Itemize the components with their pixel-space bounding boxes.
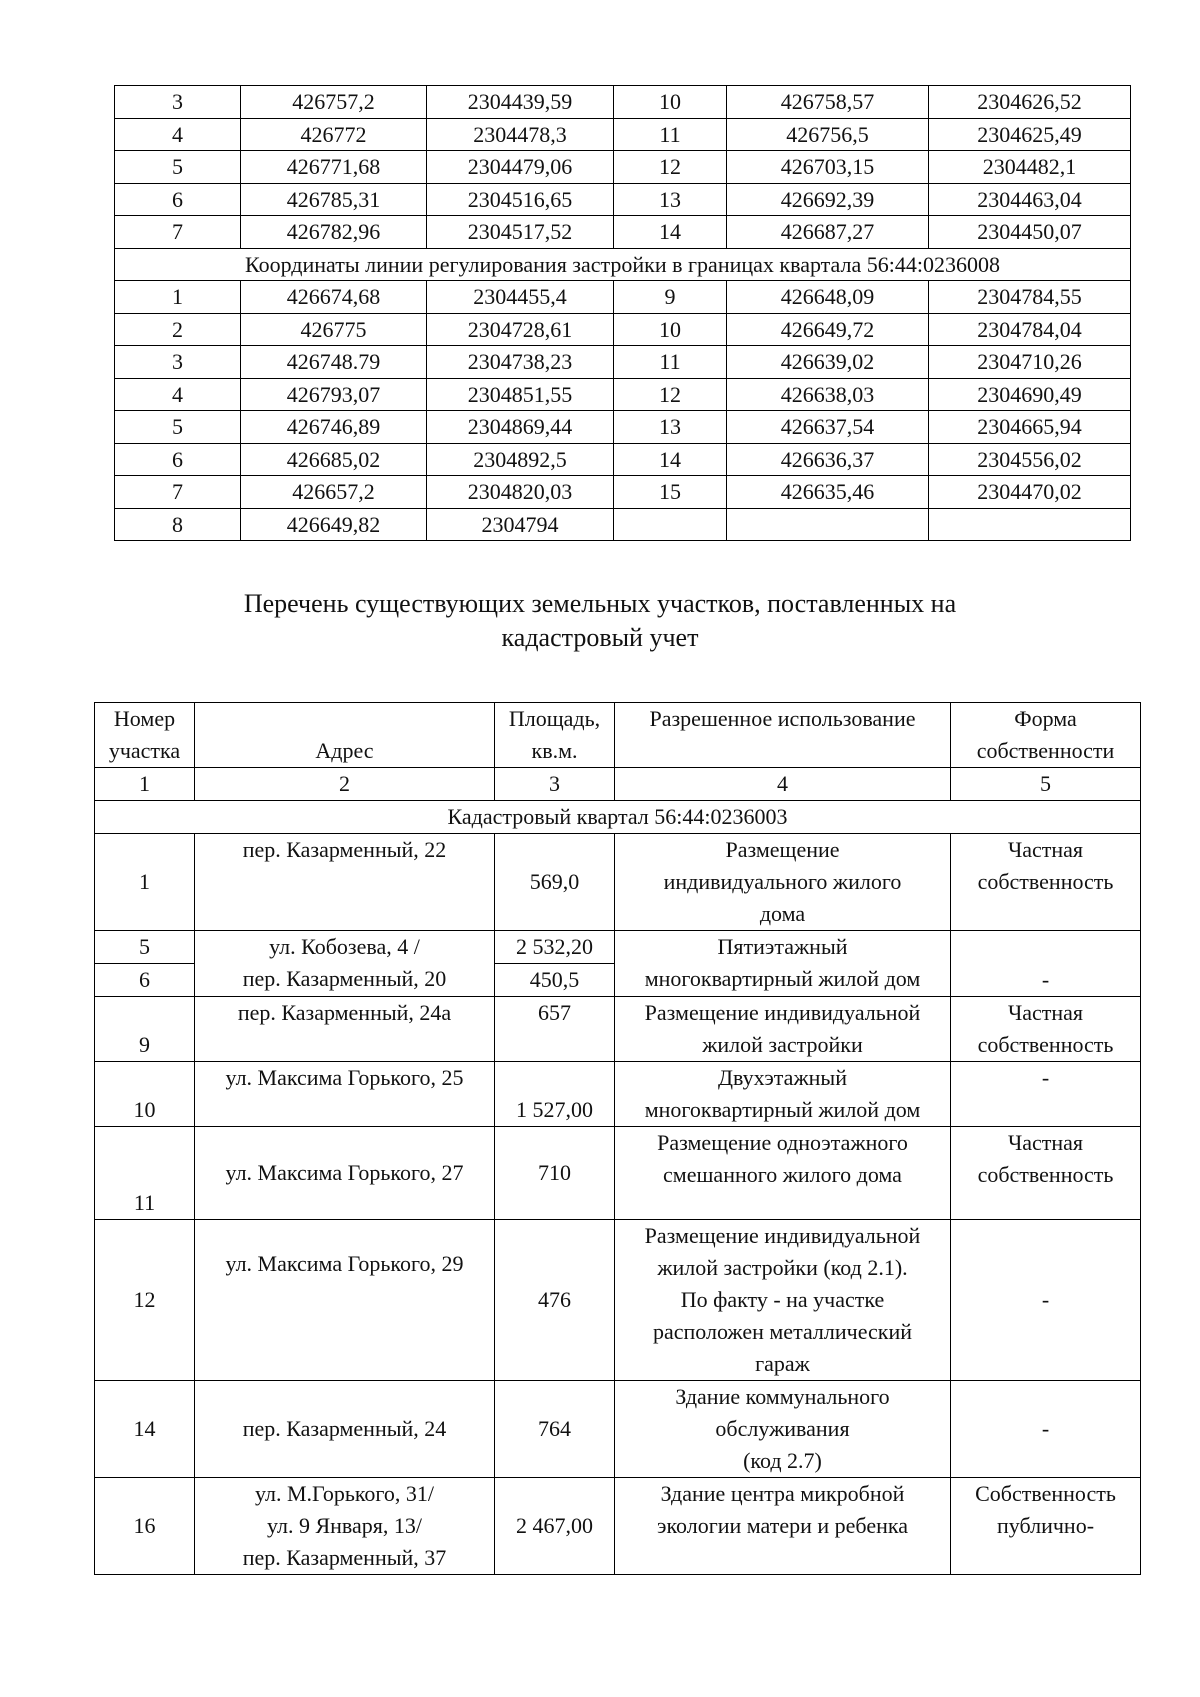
coordinate-cell: 12 [614,151,727,184]
coordinate-cell [929,508,1131,541]
parcel-owner: Частная собственность [951,834,1141,931]
parcel-number: 10 [95,1062,195,1127]
column-number-row [95,768,1141,801]
parcel-use: Размещение индивидуального жилого дома [615,834,951,931]
coordinate-cell: 10 [614,313,727,346]
coordinate-cell: 426782,96 [241,216,427,249]
coordinate-cell: 426775 [241,313,427,346]
parcel-table [94,702,1141,1575]
table-row [115,248,1131,281]
list-title [0,587,1200,655]
coordinate-cell: 2304625,49 [929,118,1131,151]
coordinate-cell: 3 [115,86,241,119]
table-row [115,216,1131,249]
parcel-address: ул. Кобозева, 4 / пер. Казарменный, 20 [195,931,495,997]
coordinate-cell: 2304556,02 [929,443,1131,476]
coordinate-cell: 426674,68 [241,281,427,314]
parcel-area: 710 [495,1127,615,1220]
coordinate-cell: 2304517,52 [427,216,614,249]
parcel-address: ул. Максима Горького, 25 [195,1062,495,1127]
table-row [95,997,1141,1062]
coordinate-cell: 3 [115,346,241,379]
coordinate-cell: 2304869,44 [427,411,614,444]
coordinate-cell: 14 [614,443,727,476]
col-num-2: 2 [195,768,495,801]
parcel-number: 9 [95,997,195,1062]
coordinate-cell: 426748.79 [241,346,427,379]
table-row [115,313,1131,346]
table-row [95,834,1141,931]
parcel-use: Здание коммунального обслуживания (код 2.7) [615,1381,951,1478]
coordinate-cell: 8 [115,508,241,541]
coordinate-cell: 7 [115,476,241,509]
coordinate-cell: 426648,09 [727,281,929,314]
coordinate-cell: 6 [115,183,241,216]
parcel-number: 14 [95,1381,195,1478]
header-address: Адрес [195,703,495,768]
col-num-3: 3 [495,768,615,801]
coordinate-cell: 426639,02 [727,346,929,379]
coordinate-cell: 426692,39 [727,183,929,216]
coordinate-cell: 1 [115,281,241,314]
table-row [95,1127,1141,1220]
coordinate-cell: 426638,03 [727,378,929,411]
coordinate-cell: 426685,02 [241,443,427,476]
table-row [95,1478,1141,1575]
section-title-cell: Координаты линии регулирования застройки в границах квартала 56:44:0236008 [115,248,1131,281]
coordinate-cell: 4 [115,118,241,151]
coordinate-cell: 2304820,03 [427,476,614,509]
parcel-use: Размещение индивидуальной жилой застройки [615,997,951,1062]
coordinate-cell: 426756,5 [727,118,929,151]
parcel-address: ул. Максима Горького, 27 [195,1127,495,1220]
parcel-address: ул. М.Горького, 31/ ул. 9 Января, 13/ пер. Казарменный, 37 [195,1478,495,1575]
coordinate-cell: 10 [614,86,727,119]
table-row [115,378,1131,411]
coordinate-cell: 2304479,06 [427,151,614,184]
coordinate-cell: 2304784,55 [929,281,1131,314]
coordinate-cell: 2304626,52 [929,86,1131,119]
parcel-area: 764 [495,1381,615,1478]
coordinate-cell: 426757,2 [241,86,427,119]
coordinate-cell: 12 [614,378,727,411]
parcel-owner: Частная собственность [951,1127,1141,1220]
coordinate-cell: 6 [115,443,241,476]
coordinate-cell: 2304516,65 [427,183,614,216]
coordinate-cell: 4 [115,378,241,411]
parcel-number: 12 [95,1220,195,1381]
parcel-area: 657 [495,997,615,1062]
coordinate-table [114,85,1131,541]
coordinate-cell: 426687,27 [727,216,929,249]
col-num-1: 1 [95,768,195,801]
coordinate-cell: 2304450,07 [929,216,1131,249]
table-row [95,931,1141,964]
parcel-address: пер. Казарменный, 24а [195,997,495,1062]
coordinate-cell: 11 [614,118,727,151]
header-owner: Форма собственности [951,703,1141,768]
coordinate-cell: 2304463,04 [929,183,1131,216]
coordinate-cell: 426785,31 [241,183,427,216]
list-title-line-1: Перечень существующих земельных участков, поставленных на [243,589,957,618]
parcel-address: пер. Казарменный, 22 [195,834,495,931]
parcel-owner: - [951,1062,1141,1127]
parcel-use: Здание центра микробной экологии матери и ребенка [615,1478,951,1575]
table-row [115,118,1131,151]
header-area: Площадь, кв.м. [495,703,615,768]
coordinate-cell: 2304892,5 [427,443,614,476]
parcel-use: Двухэтажный многоквартирный жилой дом [615,1062,951,1127]
coordinate-cell: 426657,2 [241,476,427,509]
coordinate-cell: 2304439,59 [427,86,614,119]
coordinate-rows-a [115,86,1131,249]
coordinate-cell: 2304851,55 [427,378,614,411]
coordinate-cell: 426635,46 [727,476,929,509]
col-num-4: 4 [615,768,951,801]
coordinate-cell: 2304482,1 [929,151,1131,184]
col-num-5: 5 [951,768,1141,801]
parcel-number: 1 [95,834,195,931]
coordinate-cell: 9 [614,281,727,314]
coordinate-cell: 2304478,3 [427,118,614,151]
coordinate-cell: 426758,57 [727,86,929,119]
table-row [115,183,1131,216]
coordinate-cell: 426637,54 [727,411,929,444]
table-row [95,1220,1141,1381]
table-row [95,1062,1141,1127]
coordinate-cell: 2304738,23 [427,346,614,379]
coordinate-cell: 13 [614,183,727,216]
table-row [115,151,1131,184]
parcel-owner: - [951,1220,1141,1381]
header-number: Номер участка [95,703,195,768]
coordinate-cell: 2304794 [427,508,614,541]
coordinate-cell: 2304455,4 [427,281,614,314]
coordinate-cell: 7 [115,216,241,249]
section-title-cell: Кадастровый квартал 56:44:0236003 [95,801,1141,834]
section-row [95,801,1141,834]
coordinate-cell: 426771,68 [241,151,427,184]
parcel-number: 5 [95,931,195,964]
parcel-area: 2 467,00 [495,1478,615,1575]
coordinate-cell [727,508,929,541]
coordinate-cell: 2304470,02 [929,476,1131,509]
parcel-owner: Собственность публично- [951,1478,1141,1575]
list-title-line-2: кадастровый учет [501,623,699,652]
coordinate-cell: 14 [614,216,727,249]
parcel-use: Размещение одноэтажного смешанного жилого дома [615,1127,951,1220]
parcel-area: 476 [495,1220,615,1381]
coordinate-cell: 2 [115,313,241,346]
coordinate-cell: 426636,37 [727,443,929,476]
coordinate-cell: 2304784,04 [929,313,1131,346]
coordinate-cell: 2304728,61 [427,313,614,346]
coordinate-cell: 13 [614,411,727,444]
parcel-area: 2 532,20 [495,931,615,964]
table-row [115,86,1131,119]
coordinate-cell: 426649,72 [727,313,929,346]
header-row [95,703,1141,768]
parcel-number: 16 [95,1478,195,1575]
parcel-use: Пятиэтажный многоквартирный жилой дом [615,931,951,997]
coordinate-cell: 426703,15 [727,151,929,184]
table-row [115,411,1131,444]
table-row [115,346,1131,379]
coordinate-rows-b [115,281,1131,541]
table-row [95,1381,1141,1478]
parcel-area: 569,0 [495,834,615,931]
parcel-owner: Частная собственность [951,997,1141,1062]
coordinate-cell [614,508,727,541]
parcel-area: 1 527,00 [495,1062,615,1127]
parcel-owner: - [951,1381,1141,1478]
parcel-area: 450,5 [495,964,615,997]
coordinate-cell: 426649,82 [241,508,427,541]
coordinate-cell: 11 [614,346,727,379]
coordinate-cell: 15 [614,476,727,509]
parcel-address: ул. Максима Горького, 29 [195,1220,495,1381]
parcel-use: Размещение индивидуальной жилой застройки (код 2.1). По факту - на участке расположен металлический гараж [615,1220,951,1381]
parcel-number: 11 [95,1127,195,1220]
table-row [115,281,1131,314]
table-row [115,443,1131,476]
coordinate-cell: 5 [115,411,241,444]
coordinate-section-header [115,248,1131,281]
coordinate-cell: 2304690,49 [929,378,1131,411]
parcel-address: пер. Казарменный, 24 [195,1381,495,1478]
parcel-owner: - [951,931,1141,997]
table-row [115,508,1131,541]
table-row [115,476,1131,509]
coordinate-cell: 5 [115,151,241,184]
parcel-number: 6 [95,964,195,997]
header-use: Разрешенное использование [615,703,951,768]
coordinate-cell: 2304710,26 [929,346,1131,379]
coordinate-cell: 426772 [241,118,427,151]
coordinate-cell: 2304665,94 [929,411,1131,444]
coordinate-cell: 426746,89 [241,411,427,444]
coordinate-cell: 426793,07 [241,378,427,411]
